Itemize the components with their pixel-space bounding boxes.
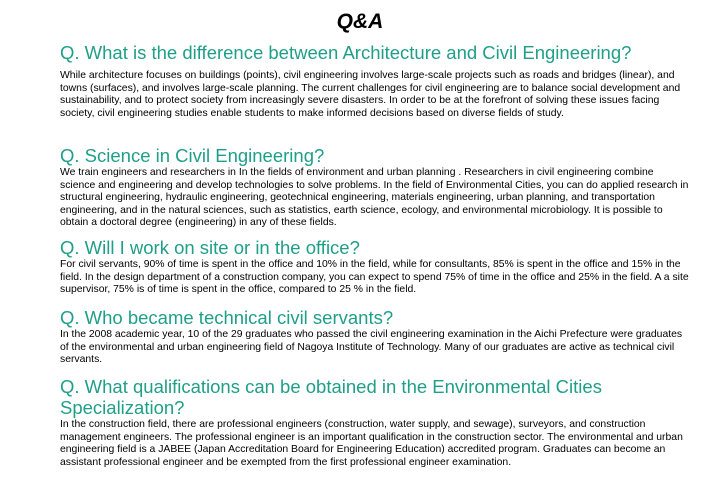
answer-text: In the 2008 academic year, 10 of the 29 graduates who passed the civil engineering examination in the Aichi Prefecture were graduates of the environmental and urban engineering field of Nagoya Institute of Technology. Many of our graduates are active as technical civil servants. bbox=[60, 329, 683, 366]
answer-text: For civil servants, 90% of time is spent in the office and 10% in the field, while for consultants, 85% is spent in the office and 15% in the field. In the design department of a construction company, you can expect to spend 75% of time in the office and 25% in the field. A a site supervisor, 75% is of time is spent in the office, compared to 25 % in the field. bbox=[60, 259, 689, 296]
question-heading: Q. What is the difference between Architecture and Civil Engineering? bbox=[60, 42, 632, 63]
qa-item-architecture-vs-civil bbox=[60, 42, 690, 120]
qa-item-technical-civil-servants bbox=[60, 307, 690, 367]
question-heading: Q. Science in Civil Engineering? bbox=[60, 145, 325, 166]
question-heading: Q. Who became technical civil servants? bbox=[60, 307, 394, 328]
qa-item-qualifications bbox=[60, 376, 690, 469]
question-heading: Q. What qualifications can be obtained in the Environmental Cities Specialization? bbox=[60, 376, 602, 418]
answer-text: While architecture focuses on buildings (points), civil engineering involves large-scale projects such as roads and bridges (linear), and towns (surfaces), and involves large-scale planning. The current challenges for civil engineering are to balance social development and sustainability, and to protect society from increasingly severe disasters. In order to be at the forefront of solving these issues facing society, civil engineering studies enable students to make informed decisions based on diverse fields of study. bbox=[60, 70, 681, 119]
slide-title: Q&A bbox=[336, 10, 384, 33]
question-heading: Q. Will I work on site or in the office? bbox=[60, 237, 360, 258]
answer-text: We train engineers and researchers in In the fields of environment and urban planning . Researchers in civil engineering combine science and engineering and develop technologies to solve problems. In the field of Environmental Cities, you can do applied research in structural engineering, hydraulic engineering, geotechnical engineering, materials engineering, urban planning, and transportation engineering, and in the natural sciences, such as statistics, earth science, ecology, and environmental microbiology. It is possible to obtain a doctoral degree (engineering) in any of these fields. bbox=[60, 167, 689, 229]
qa-item-science-in-civil-engineering bbox=[60, 145, 690, 230]
answer-text: In the construction field, there are professional engineers (construction, water supply, and sewage), surveyors, and construction management engineers. The professional engineer is an important qualification in the construction sector. The environmental and urban engineering field is a JABEE (Japan Accreditation Board for Engineering Education) accredited program. Graduates can become an assistant professional engineer and be exempted from the first professional engineer examination. bbox=[60, 419, 683, 468]
qa-item-site-or-office bbox=[60, 237, 690, 297]
